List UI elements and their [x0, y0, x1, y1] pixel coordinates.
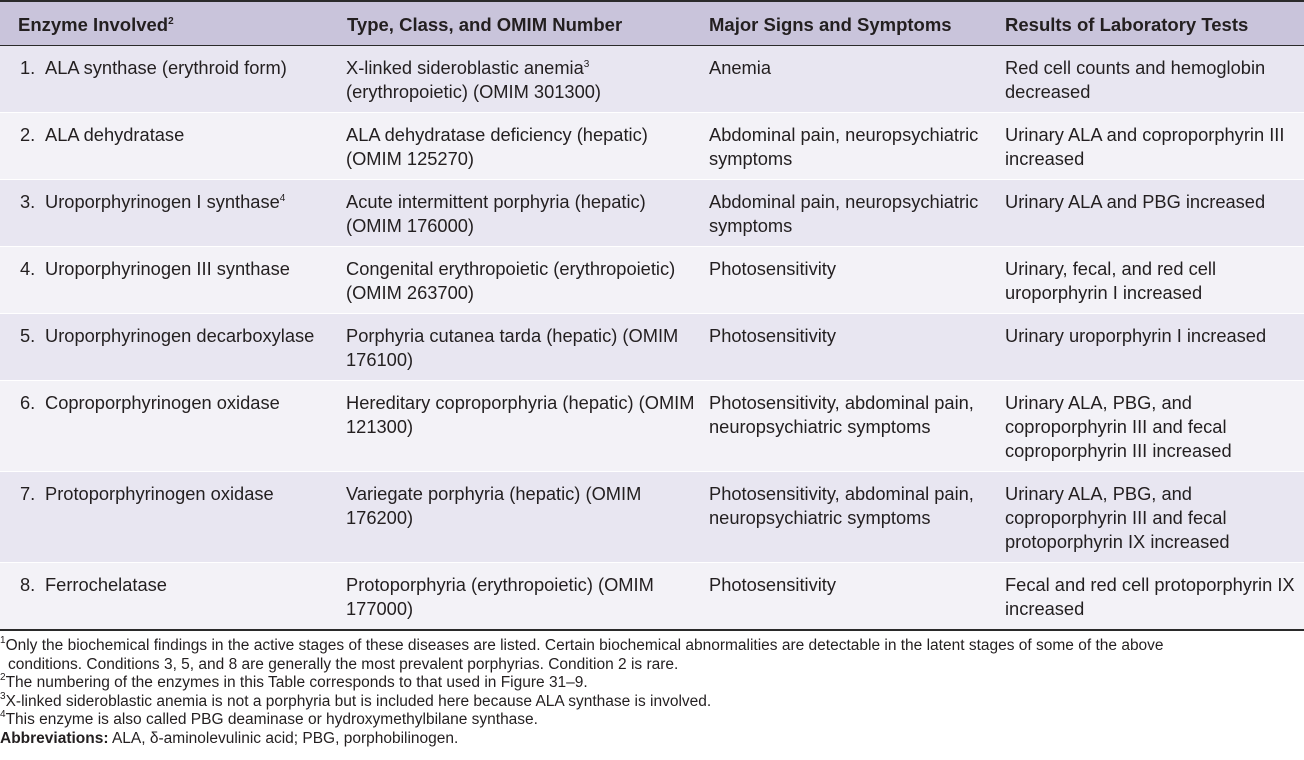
enzyme-name-text: ALA synthase (erythroid form)	[45, 56, 287, 78]
cell-signs: Anemia	[699, 45, 995, 112]
header-type: Type, Class, and OMIM Number	[336, 1, 699, 45]
enzyme-number: 7.	[20, 482, 36, 504]
footnote-3	[0, 690, 1304, 712]
cell-signs: Photosensitivity	[699, 562, 995, 630]
cell-enzyme	[0, 246, 336, 313]
header-row	[0, 1, 1304, 45]
cell-enzyme	[0, 380, 336, 471]
footnote-1	[0, 637, 1304, 656]
cell-type	[336, 313, 699, 380]
cell-results: Urinary ALA and coproporphyrin III increased	[995, 112, 1304, 179]
enzyme-number: 1.	[20, 56, 36, 78]
footnotes	[0, 637, 1304, 748]
cell-type	[336, 112, 699, 179]
enzyme-name	[45, 56, 325, 80]
footnote-2	[0, 674, 1304, 693]
enzyme-number: 3.	[20, 190, 36, 212]
enzyme-footnote-mark: 4	[279, 192, 286, 204]
type-text: Porphyria cutanea tarda (hepatic) (OMIM 176100)	[346, 324, 679, 370]
cell-type	[336, 179, 699, 246]
cell-enzyme	[0, 112, 336, 179]
footnote-3-text: X-linked sideroblastic anemia is not a porphyria but is included here because ALA synthase is involved.	[5, 692, 712, 710]
enzyme-name-text: Ferrochelatase	[45, 573, 167, 595]
enzyme-number: 5.	[20, 324, 36, 346]
footnote-2-mark: 2	[0, 672, 6, 683]
type-footnote-mark: 3	[583, 58, 590, 70]
enzyme-name	[45, 123, 325, 147]
cell-enzyme	[0, 45, 336, 112]
type-text: Hereditary coproporphyria (hepatic) (OMIM 121300)	[346, 391, 695, 437]
cell-results: Red cell counts and hemoglobin decreased	[995, 45, 1304, 112]
header-signs: Major Signs and Symptoms	[699, 1, 995, 45]
enzyme-name	[45, 324, 325, 348]
header-enzyme	[0, 1, 336, 45]
enzyme-number: 6.	[20, 391, 36, 413]
cell-enzyme	[0, 471, 336, 562]
enzyme-name-text: Uroporphyrinogen decarboxylase	[45, 324, 315, 346]
table-body	[0, 45, 1304, 630]
enzyme-name-text: Uroporphyrinogen III synthase	[45, 257, 290, 279]
header-enzyme-footnote-mark: 2	[168, 16, 174, 27]
cell-enzyme	[0, 562, 336, 630]
cell-signs: Photosensitivity	[699, 313, 995, 380]
enzyme-name-text: Uroporphyrinogen I synthase	[45, 190, 280, 212]
cell-results: Urinary ALA, PBG, and coproporphyrin III and fecal protoporphyrin IX increased	[995, 471, 1304, 562]
footnote-4-text: This enzyme is also called PBG deaminase or hydroxymethylbilane synthase.	[5, 711, 538, 728]
abbreviations-text: ALA, δ-aminolevulinic acid; PBG, porphobilinogen.	[108, 729, 459, 747]
footnote-2-text: The numbering of the enzymes in this Table corresponds to that used in Figure 31–9.	[5, 674, 588, 691]
cell-results: Urinary ALA and PBG increased	[995, 179, 1304, 246]
cell-signs: Abdominal pain, neuropsychiatric symptoms	[699, 112, 995, 179]
cell-type	[336, 471, 699, 562]
table-row	[0, 562, 1304, 630]
cell-results: Urinary, fecal, and red cell uroporphyrin I increased	[995, 246, 1304, 313]
cell-type	[336, 562, 699, 630]
cell-results: Urinary uroporphyrin I increased	[995, 313, 1304, 380]
cell-signs: Photosensitivity	[699, 246, 995, 313]
enzyme-name	[45, 257, 325, 281]
table-row	[0, 313, 1304, 380]
enzyme-name	[45, 482, 325, 506]
table-row	[0, 112, 1304, 179]
cell-results: Fecal and red cell protoporphyrin IX increased	[995, 562, 1304, 630]
footnote-4	[0, 711, 1304, 730]
abbreviations	[0, 730, 1304, 749]
enzyme-name-text: Coproporphyrinogen oxidase	[45, 391, 280, 413]
type-text-rest: (erythropoietic) (OMIM 301300)	[346, 80, 602, 102]
enzyme-name-text: Protoporphyrinogen oxidase	[45, 482, 274, 504]
footnote-1-line-2: conditions. Conditions 3, 5, and 8 are generally the most prevalent porphyrias. Condition 2 is rare.	[8, 655, 679, 673]
type-text: Variegate porphyria (hepatic) (OMIM 176200)	[346, 482, 642, 528]
cell-type	[336, 380, 699, 471]
enzyme-number: 4.	[20, 257, 36, 279]
table-row	[0, 179, 1304, 246]
cell-results: Urinary ALA, PBG, and coproporphyrin III and fecal coproporphyrin III increased	[995, 380, 1304, 471]
table-row	[0, 246, 1304, 313]
cell-type	[336, 45, 699, 112]
enzyme-number: 2.	[20, 123, 36, 145]
table-row	[0, 45, 1304, 112]
cell-signs: Photosensitivity, abdominal pain, neuropsychiatric symptoms	[699, 380, 995, 471]
enzyme-number: 8.	[20, 573, 36, 595]
enzyme-name	[45, 573, 325, 597]
header-results: Results of Laboratory Tests	[995, 1, 1304, 45]
table-row	[0, 471, 1304, 562]
enzyme-name-text: ALA dehydratase	[45, 123, 185, 145]
footnote-3-mark: 3	[0, 690, 6, 702]
cell-signs: Abdominal pain, neuropsychiatric symptoms	[699, 179, 995, 246]
cell-enzyme	[0, 313, 336, 380]
enzyme-name	[45, 190, 325, 214]
cell-enzyme	[0, 179, 336, 246]
type-text: Protoporphyria (erythropoietic) (OMIM 177000)	[346, 573, 654, 619]
table-header	[0, 1, 1304, 45]
cell-type	[336, 246, 699, 313]
footnote-1-line-1: Only the biochemical findings in the active stages of these diseases are listed. Certain biochemical abnormalities are detectable in the latent stages of some of the above	[5, 637, 1164, 654]
type-text: X-linked sideroblastic anemia	[346, 56, 584, 78]
footnote-1-mark: 1	[0, 635, 6, 646]
header-enzyme-label: Enzyme Involved	[18, 14, 169, 35]
type-text: Congenital erythropoietic (erythropoietic) (OMIM 263700)	[346, 257, 676, 303]
abbreviations-label: Abbreviations:	[0, 729, 109, 747]
type-text: Acute intermittent porphyria (hepatic) (OMIM 176000)	[346, 190, 646, 236]
type-text: ALA dehydratase deficiency (hepatic) (OMIM 125270)	[346, 123, 648, 169]
footnote-4-mark: 4	[0, 709, 6, 720]
cell-signs: Photosensitivity, abdominal pain, neuropsychiatric symptoms	[699, 471, 995, 562]
enzyme-name	[45, 391, 325, 415]
table-row	[0, 380, 1304, 471]
footnote-1-continued	[0, 656, 1304, 675]
